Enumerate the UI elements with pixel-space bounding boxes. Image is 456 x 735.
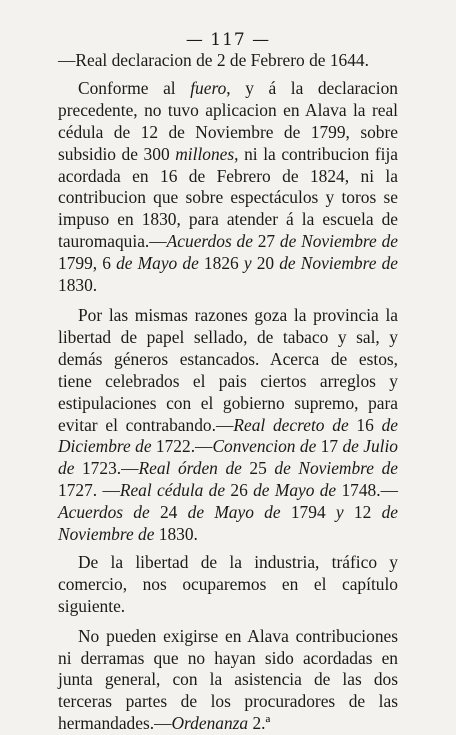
page-number: — 117 — — [185, 30, 271, 50]
body-text — [58, 50, 398, 735]
paragraph-2: Conforme al fuero, y á la declaracion precedente, no tuvo aplicacion en Alava la real cédula de 12 de Noviembre de 1799, sobre subsidio de 300 millones, ni la contribucion fija acordada en 16 de Febrero de 1824, ni la contribucion que sobre espectáculos y toros se impuso en 1830, para atender á la escuela de tauromaquia.—Acuerdos de 27 de Noviembre de 1799, 6 de Mayo de 1826 y 20 de Noviembre de 1830. — [58, 77, 398, 296]
paragraph-5: No pueden exigirse en Alava contribuciones ni derramas que no hayan sido acordadas en junta general, con la asistencia de las dos terceras partes de los procuradores de las hermandades.—Ordenanza 2.ª — [58, 625, 398, 734]
paragraph-4: De la libertad de la industria, tráfico y comercio, nos ocuparemos en el capítulo siguiente. — [58, 551, 398, 616]
paragraph-3: Por las mismas razones goza la provincia la libertad de papel sellado, de tabaco y sal, y demás géneros estancados. Acerca de estos, tiene celebrados el pais ciertos arreglos y estipulaciones con el gobierno supremo, para evitar el contrabando.—Real decreto de 16 de Diciembre de 1722.—Convencion de 17 de Julio de 1723.—Real órden de 25 de Noviembre de 1727. —Real cédula de 26 de Mayo de 1748.—Acuerdos de 24 de Mayo de 1794 y 12 de Noviembre de 1830. — [58, 304, 399, 545]
paragraph-1: —Real declaracion de 2 de Febrero de 1644. — [58, 50, 369, 70]
